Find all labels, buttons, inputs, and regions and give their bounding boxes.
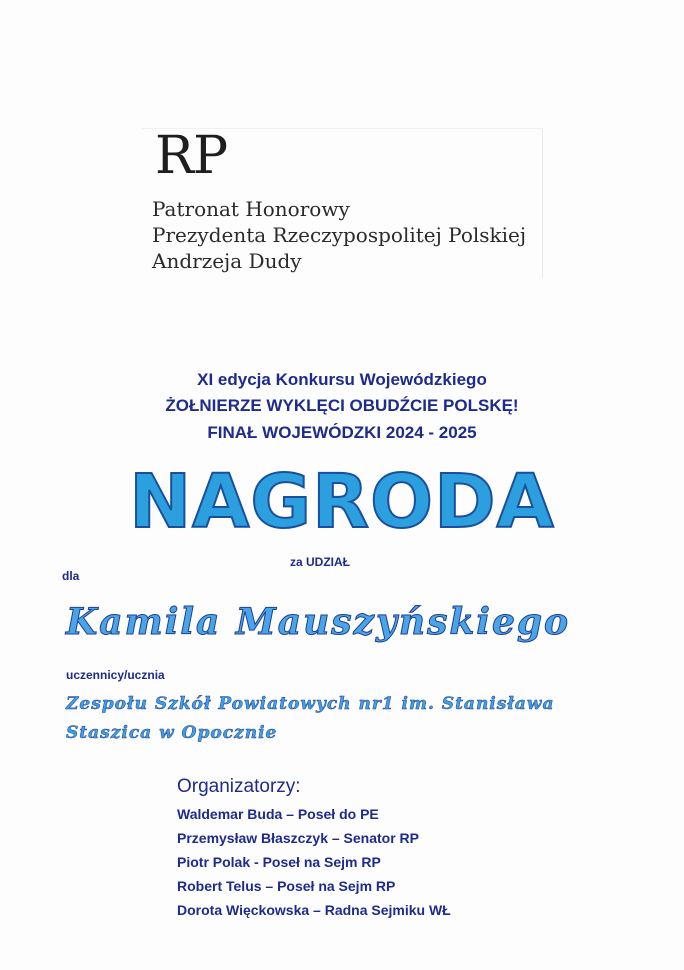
contest-final: FINAŁ WOJEWÓDZKI 2024 - 2025: [207, 423, 477, 442]
recipient-name: Kamila Mauszyńskiego: [66, 601, 571, 643]
contest-title: ŻOŁNIERZE WYKLĘCI OBUDŹCIE POLSKĘ!: [165, 396, 519, 415]
contest-edition: XI edycja Konkursu Wojewódzkiego: [197, 370, 487, 389]
patron-text: [152, 196, 526, 274]
student-role-label: uczennicy/ucznia: [66, 668, 165, 682]
patron-line-1: Patronat Honorowy: [152, 197, 350, 221]
organizers-heading: Organizatorzy:: [177, 776, 301, 797]
organizer-item: Przemysław Błaszczyk – Senator RP: [177, 830, 420, 846]
organizers-list: [177, 802, 451, 922]
for-label: dla: [62, 569, 80, 583]
patron-line-2: Prezydenta Rzeczypospolitej Polskiej: [152, 223, 527, 247]
organizer-item: Waldemar Buda – Poseł do PE: [177, 806, 379, 822]
organizer-item: Piotr Polak - Poseł na Sejm RP: [177, 854, 381, 870]
award-title: NAGRODA: [129, 459, 555, 545]
school-name-line-2: Staszica w Opocznie: [66, 723, 278, 743]
award-subtitle: za UDZIAŁ: [290, 555, 350, 569]
patron-line-3: Andrzeja Dudy: [152, 249, 302, 273]
organizer-item: Robert Telus – Poseł na Sejm RP: [177, 878, 396, 894]
school-name-line-1: Zespołu Szkół Powiatowych nr1 im. Stanisława: [66, 694, 555, 714]
rp-logo: RP: [155, 126, 228, 186]
organizer-item: Dorota Więckowska – Radna Sejmiku WŁ: [177, 902, 451, 918]
